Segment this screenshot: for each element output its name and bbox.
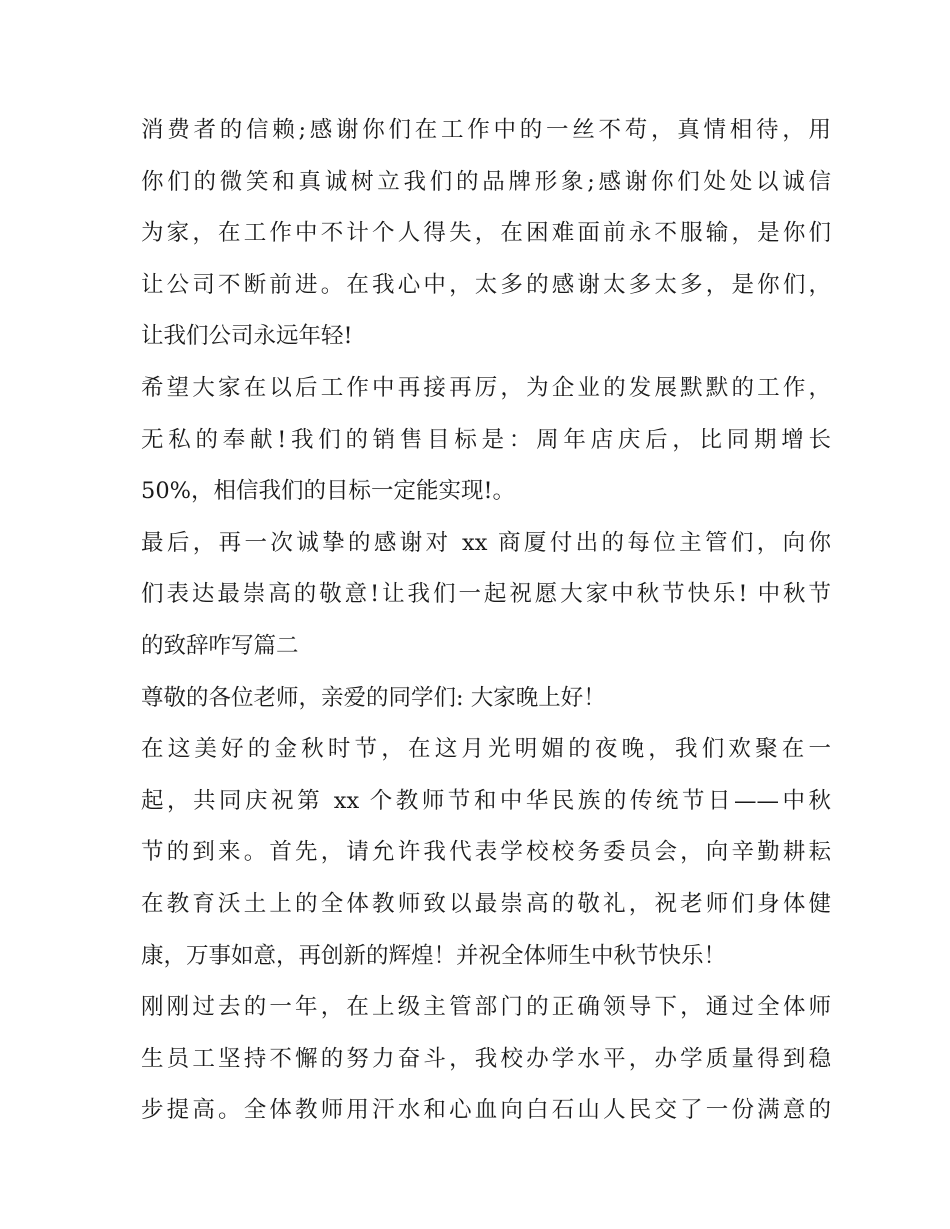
text-line: 在教育沃土上的全体教师致以最崇高的敬礼，祝老师们身体健 <box>141 890 831 917</box>
section-heading: 的致辞咋写篇二 <box>141 632 299 659</box>
text-line: 最后，再一次诚挚的感谢对 xx 商厦付出的每位主管们，向你 <box>141 529 831 556</box>
text-line: 起，共同庆祝第 xx 个教师节和中华民族的传统节日——中秋 <box>141 787 831 814</box>
text-line: 步提高。全体教师用汗水和心血向白石山人民交了一份满意的 <box>141 1097 831 1124</box>
document-body <box>141 110 831 1142</box>
text-line: 为家，在工作中不计个人得失，在困难面前永不服输，是你们 <box>141 220 831 247</box>
text-line: 们表达最崇高的敬意!让我们一起祝愿大家中秋节快乐! 中秋节 <box>141 581 831 608</box>
text-line: 你们的微笑和真诚树立我们的品牌形象;感谢你们处处以诚信 <box>141 168 831 195</box>
text-line: 康，万事如意，再创新的辉煌！并祝全体师生中秋节快乐！ <box>141 942 727 969</box>
text-line: 消费者的信赖;感谢你们在工作中的一丝不苟，真情相待，用 <box>141 117 831 143</box>
text-line: 刚刚过去的一年，在上级主管部门的正确领导下，通过全体师 <box>141 994 831 1021</box>
text-line: 让我们公司永远年轻! <box>141 323 353 350</box>
text-line: 在这美好的金秋时节，在这月光明媚的夜晚，我们欢聚在一 <box>141 736 831 763</box>
text-line: 让公司不断前进。在我心中，太多的感谢太多太多，是你们， <box>141 271 831 298</box>
text-line: 无私的奉献!我们的销售目标是：周年店庆后，比同期增长 <box>141 426 831 453</box>
salutation: 尊敬的各位老师，亲爱的同学们: 大家晚上好！ <box>141 684 606 711</box>
text-line: 希望大家在以后工作中再接再厉，为企业的发展默默的工作， <box>141 374 831 401</box>
text-line: 生员工坚持不懈的努力奋斗，我校办学水平，办学质量得到稳 <box>141 1045 831 1072</box>
text-line: 节的到来。首先，请允许我代表学校校务委员会，向辛勤耕耘 <box>141 839 831 866</box>
text-line: 50%，相信我们的目标一定能实现!。 <box>141 478 516 505</box>
